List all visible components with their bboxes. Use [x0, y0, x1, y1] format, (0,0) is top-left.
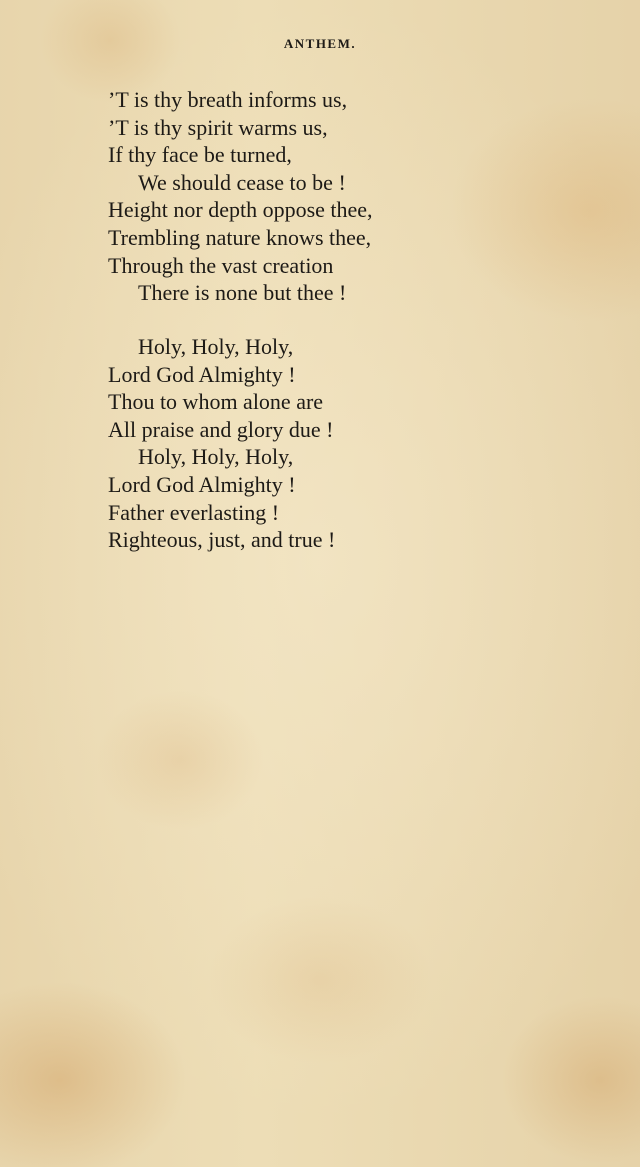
verse-line: Trembling nature knows thee,	[108, 224, 372, 250]
verse-line: Father everlasting !	[108, 499, 280, 525]
stanza-2	[108, 333, 335, 554]
verse-line: Height nor depth oppose thee,	[108, 197, 373, 223]
verse-line: Righteous, just, and true !	[108, 527, 336, 553]
verse-line: Holy, Holy, Holy,	[138, 444, 294, 470]
verse-line: Thou to whom alone are	[108, 389, 324, 415]
verse-line: ’T is thy spirit warms us,	[108, 114, 328, 140]
running-head: ANTHEM.	[283, 36, 357, 51]
verse-line: If thy face be turned,	[108, 142, 292, 168]
verse-line: All praise and glory due !	[108, 416, 334, 442]
stanza-1	[108, 86, 373, 307]
verse-line: ’T is thy breath informs us,	[108, 87, 348, 112]
verse-line: Holy, Holy, Holy,	[138, 334, 294, 359]
verse-line: Lord God Almighty !	[108, 471, 296, 497]
verse-line: Through the vast creation	[108, 252, 334, 278]
verse-line: There is none but thee !	[138, 280, 347, 306]
verse-line: Lord God Almighty !	[108, 361, 296, 387]
verse-line: We should cease to be !	[138, 169, 346, 195]
